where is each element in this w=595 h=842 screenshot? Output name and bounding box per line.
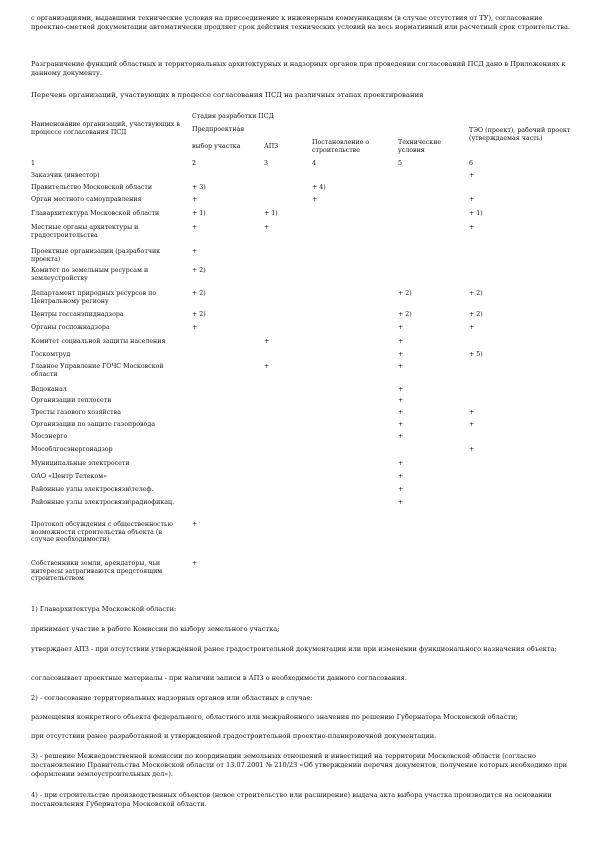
row-mark-col-6: + (469, 421, 475, 428)
row-organization-name: Местные органы архитектуры и градостроительства (31, 224, 139, 239)
row-mark-col-2: + (192, 224, 198, 231)
column-number: 2 (192, 160, 197, 167)
header-stages: Стадия разработки ПСД (192, 113, 274, 120)
note-2-title: 2) - согласование территориальных надзорных органов или областных в случае: (31, 694, 313, 702)
note-1-item-a: принимает участие в работе Комиссии по выбору земельного участка; (31, 625, 280, 633)
header-tech-conditions: Технические условия (398, 139, 442, 154)
row-mark-col-3: + 1) (264, 210, 278, 217)
row-organization-name: Мособлгосэнергонадзор (31, 446, 113, 453)
intro-paragraph-2: Разграничение функций областных и территориальных архитектурных и надзорных органов при проведении согласований ПСД дано в Приложениях к данному документу. (31, 60, 566, 77)
row-mark-col-6: + (469, 196, 475, 203)
note-1-title: 1) Главархитектура Московской области: (31, 605, 177, 613)
header-preproject: Предпроектная (192, 126, 245, 133)
row-mark-col-6: + 2) (469, 290, 483, 297)
row-mark-col-4: + (312, 196, 318, 203)
row-organization-name: Организации теплосети (31, 397, 112, 404)
row-organization-name: Орган местного самоуправления (31, 196, 142, 203)
row-organization-name: Правительство Московской области (31, 184, 153, 191)
table-heading: Перечень организаций, участвующих в процессе согласования ПСД на различных этапах проектирования (31, 91, 424, 99)
column-number: 6 (469, 160, 474, 167)
row-mark-col-6: + 1) (469, 210, 483, 217)
row-mark-col-3: + (264, 363, 270, 370)
row-mark-col-3: + (264, 224, 270, 231)
note-4: 4) - при строительстве производственных объектов (новое строительство или расширение) выдача акта выбора участка производится на основании постановления Губернатора Московской области. (31, 791, 552, 808)
row-mark-col-2: + 2) (192, 311, 206, 318)
row-mark-col-3: + (264, 338, 270, 345)
note-3: 3) - решение Межведомственной комиссии по координации земельных отношений и инвестиций на территории Московской области (согласно постановлению Правительства Московской области от 13.07.2001 № 210/23 «Об утверждении перечня документов, получение которых необходимо при оформлении землеустроительных дел»). (31, 752, 568, 778)
row-mark-col-6: + (469, 324, 475, 331)
row-mark-col-5: + (398, 473, 404, 480)
row-organization-name: Тресты газового хозяйства (31, 409, 121, 416)
row-mark-col-5: + (398, 460, 404, 467)
header-apz: АПЗ (264, 143, 279, 150)
row-mark-col-2: + 1) (192, 210, 206, 217)
row-mark-col-5: + (398, 409, 404, 416)
row-mark-col-5: + 2) (398, 290, 412, 297)
header-org-column: Наименование организаций, участвующих в процессе согласования ПСД (31, 121, 180, 136)
row-organization-name: Комитет по земельным ресурсам и землеустройству (31, 267, 149, 282)
row-organization-name: Заказчик (инвестор) (31, 172, 100, 179)
row-mark-col-5: + (398, 397, 404, 404)
row-organization-name: Собственники земли, арендаторы, чьи интересы затрагиваются предстоящим строительством (31, 560, 163, 583)
row-mark-col-2: + 2) (192, 290, 206, 297)
column-number: 1 (31, 160, 36, 167)
row-organization-name: Протокол обсуждения с общественностью возможности строительства объекта (в случае необходимости) (31, 521, 173, 544)
row-mark-col-6: + (469, 409, 475, 416)
header-tvo: ТЭО (проект), рабочий проект (утверждаемая часть) (469, 127, 571, 142)
column-number: 3 (264, 160, 269, 167)
row-mark-col-2: + (192, 196, 198, 203)
row-mark-col-5: + (398, 386, 404, 393)
row-organization-name: Проектные организации (разработчик проекта) (31, 248, 161, 263)
row-mark-col-5: + (398, 363, 404, 370)
row-mark-col-2: + 3) (192, 184, 206, 191)
row-organization-name: Мосэнерго (31, 433, 68, 440)
row-mark-col-5: + (398, 421, 404, 428)
header-resolution: Постановление о строительстве (312, 139, 370, 154)
row-mark-col-5: + (398, 351, 404, 358)
row-mark-col-2: + 2) (192, 267, 206, 274)
row-organization-name: Госкомтруд (31, 351, 71, 358)
row-organization-name: Районные узлы электросвязи\телеф. (31, 486, 154, 493)
row-mark-col-6: + 2) (469, 311, 483, 318)
row-mark-col-5: + (398, 433, 404, 440)
row-mark-col-2: + (192, 324, 198, 331)
intro-paragraph-1: с организациями, выдавшими технические условия на присоединение к инженерным коммуникациям (в случае отсутствия от ТУ), согласование проектно-сметной документации автоматически продляет срок действия технических условий на весь нормативный или расчетный срок строительства. (31, 14, 570, 31)
row-mark-col-6: + (469, 446, 475, 453)
row-organization-name: Центры госсанэпиднадзора (31, 311, 124, 318)
note-1-item-c: согласовывает проектные материалы - при наличии записи в АПЗ о необходимости данного согласования. (31, 674, 407, 682)
row-organization-name: Муниципальные электросети (31, 460, 130, 467)
row-organization-name: Главное Управление ГОЧС Московской области (31, 363, 164, 378)
row-organization-name: Органы госпожнадзора (31, 324, 110, 331)
column-number: 4 (312, 160, 317, 167)
row-mark-col-6: + 5) (469, 351, 483, 358)
row-mark-col-5: + (398, 486, 404, 493)
row-organization-name: Районные узлы электросвязи\радиофикац. (31, 499, 175, 506)
row-mark-col-5: + (398, 338, 404, 345)
row-organization-name: Водоканал (31, 386, 67, 393)
column-number: 5 (398, 160, 403, 167)
row-mark-col-2: + (192, 560, 198, 567)
row-mark-col-6: + (469, 224, 475, 231)
row-organization-name: Главархитектура Московской области (31, 210, 160, 217)
row-mark-col-5: + (398, 499, 404, 506)
note-2-item-a: размещения конкретного объекта федерального, областного или межрайонного значения по решению Губернатора Московской области; (31, 713, 518, 721)
row-organization-name: ОАО «Центр Телеком» (31, 473, 108, 480)
header-site-choice: выбор участка (192, 143, 241, 150)
row-organization-name: Департамент природных ресурсов по Центральному региону (31, 290, 157, 305)
row-mark-col-6: + (469, 172, 475, 179)
row-mark-col-5: + (398, 324, 404, 331)
row-organization-name: Комитет социальной защиты населения (31, 338, 166, 345)
note-2-item-b: при отсутствии ранее разработанной и утвержденной градостроительной проектно-планировочной документации. (31, 732, 437, 740)
row-mark-col-4: + 4) (312, 184, 326, 191)
row-mark-col-2: + (192, 521, 198, 528)
row-organization-name: Организации по защите газопровода (31, 421, 155, 428)
row-mark-col-2: + (192, 248, 198, 255)
note-1-item-b: утверждает АПЗ - при отсутствии утвержденной ранее градостроительной документации или при изменении функционального назначения объекта; (31, 645, 557, 653)
row-mark-col-5: + 2) (398, 311, 412, 318)
